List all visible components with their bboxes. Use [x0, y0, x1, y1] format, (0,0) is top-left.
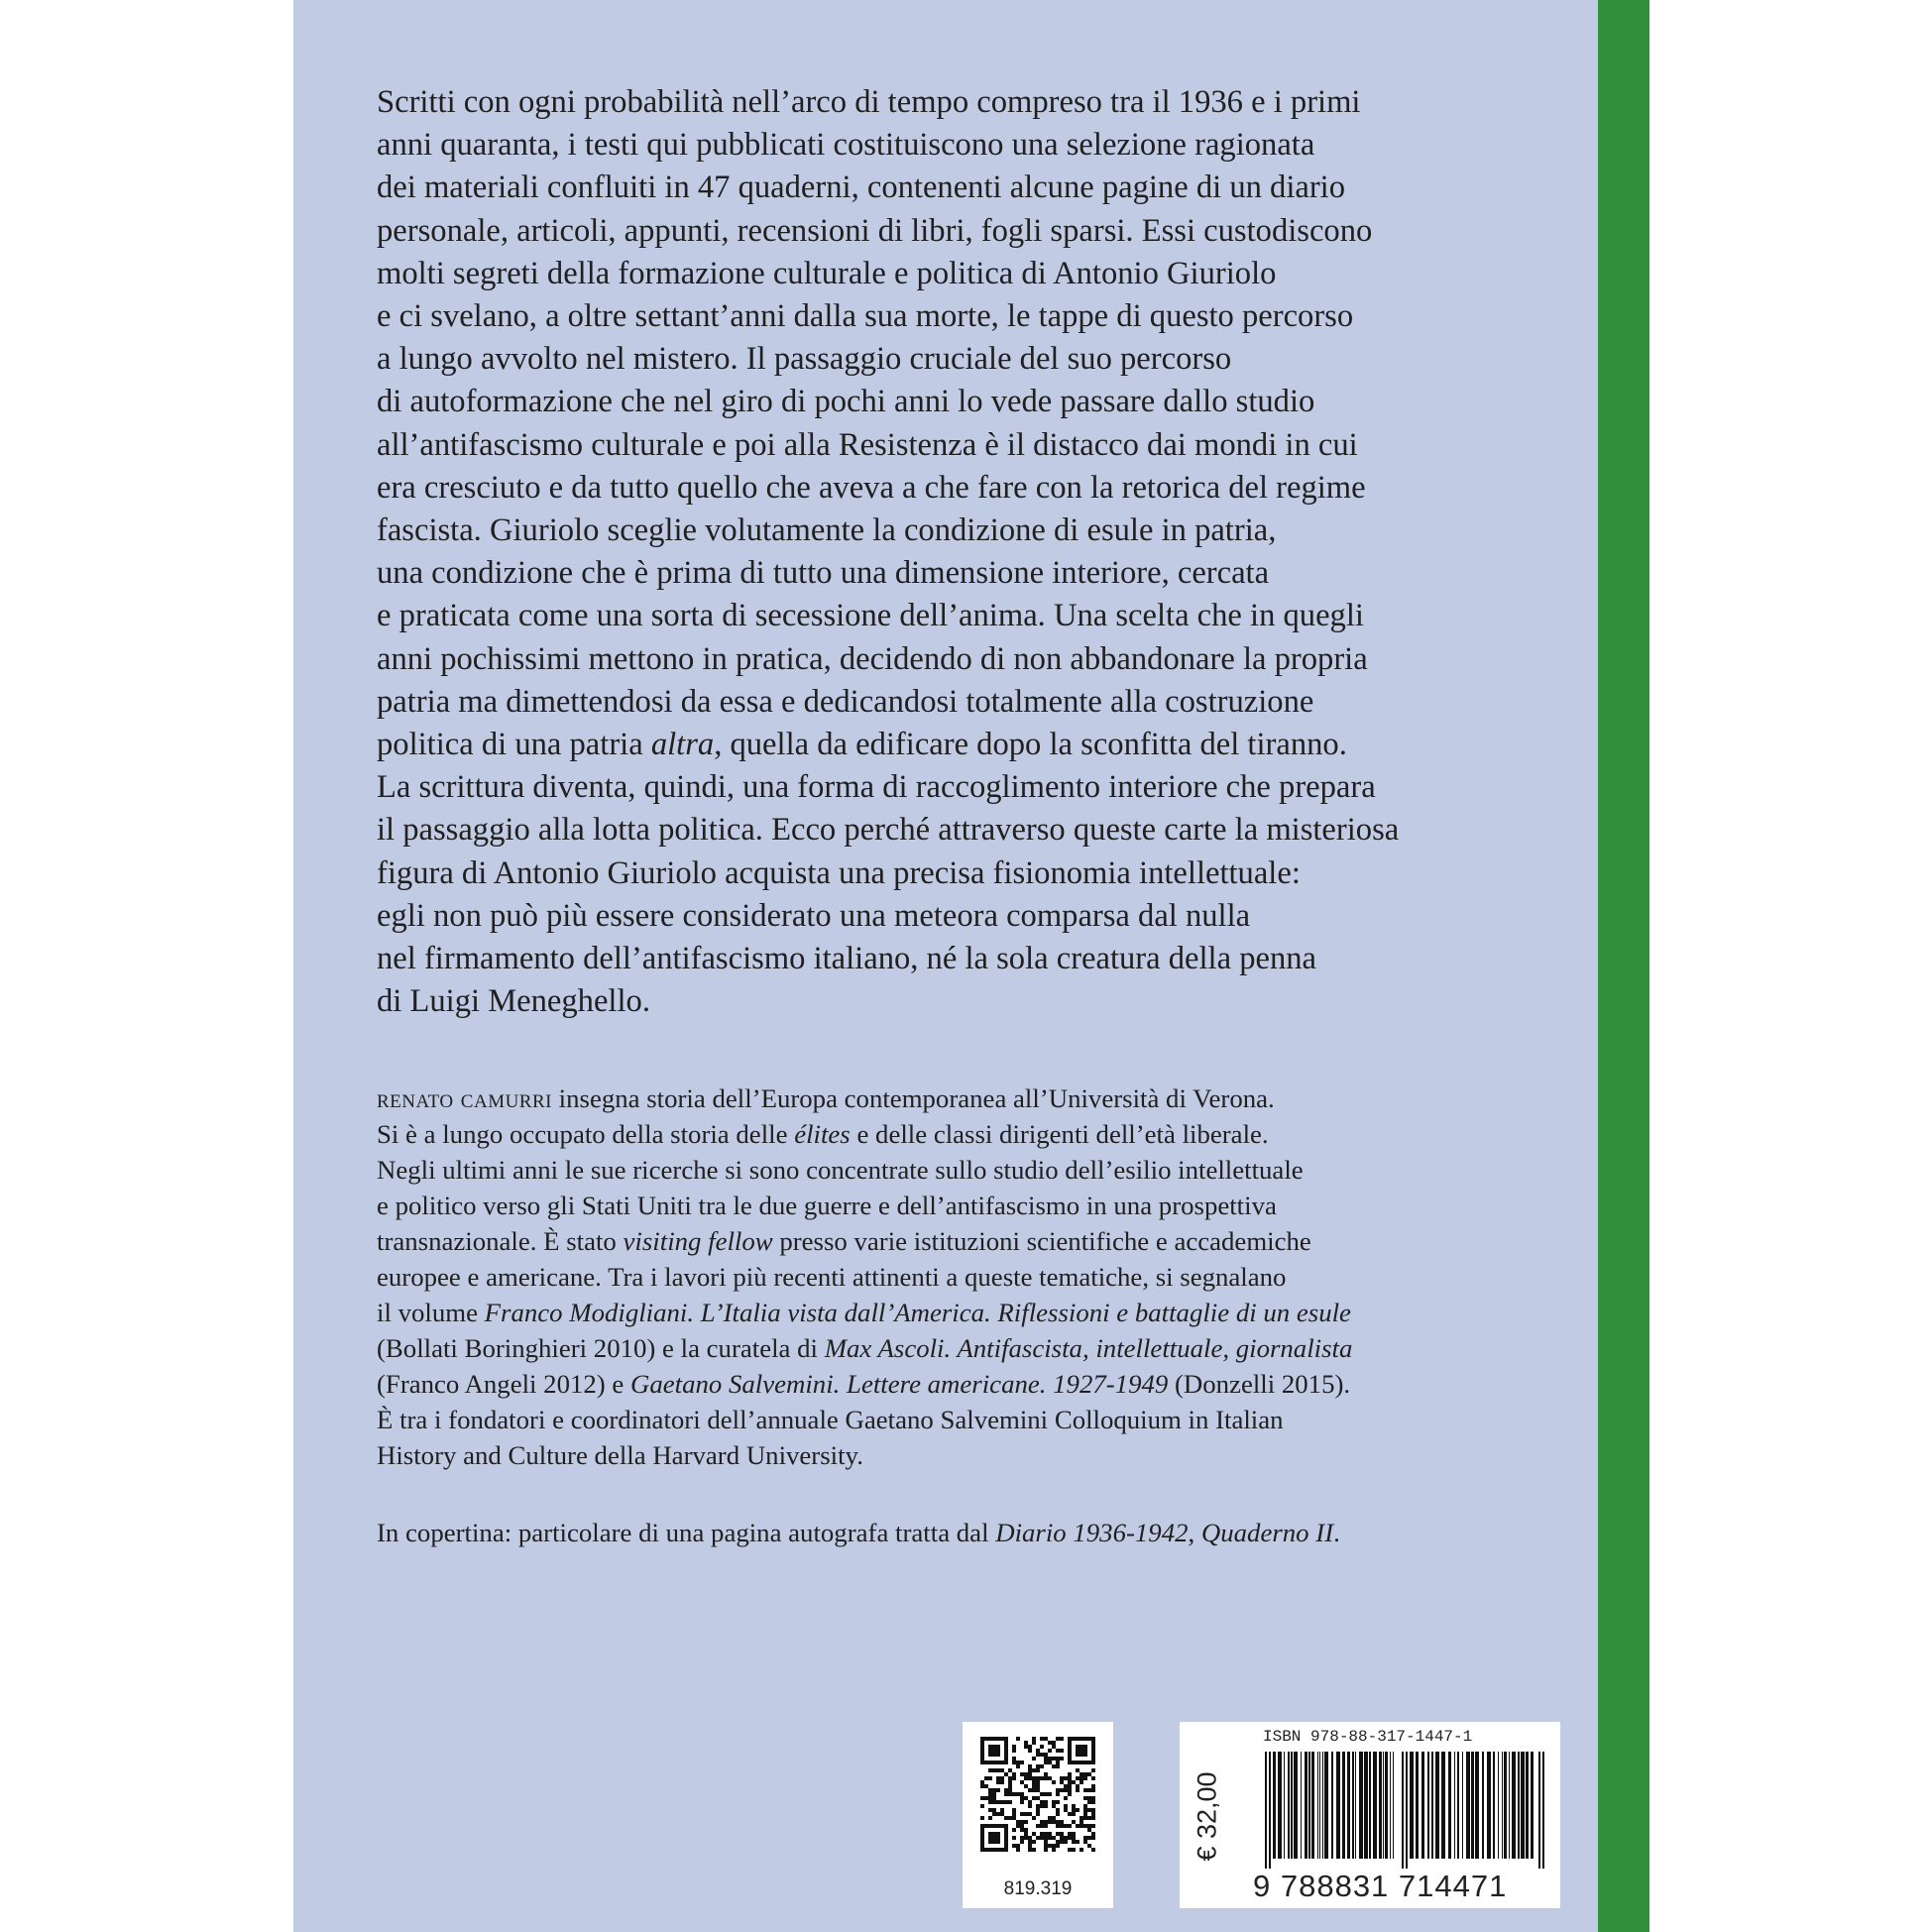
bio-text: È tra i fondatori e coordinatori dell’annuale Gaetano Salvemini Colloquium in Italian [377, 1405, 1284, 1434]
summary-line [377, 638, 1566, 681]
credit-text: Diario 1936-1942 [995, 1518, 1189, 1547]
author-bio [377, 1080, 1566, 1473]
summary-text: fascista. Giuriolo sceglie volutamente la condizione di esule in patria, [377, 512, 1277, 549]
summary-text: Scritti con ogni probabilità nell’arco di tempo compreso tra il 1936 e i primi [377, 84, 1361, 120]
bio-italic-text: Max Ascoli. Antifascista, intellettuale, giornalista [824, 1333, 1353, 1363]
bio-text: e politico verso gli Stati Uniti tra le due guerre e dell’antifascismo in una prospettiva [377, 1191, 1277, 1220]
summary-line [377, 424, 1566, 467]
credit-text: . [1333, 1518, 1340, 1547]
price: € 32,00 [1192, 1771, 1222, 1862]
summary-line [377, 338, 1566, 381]
bio-italic-text: visiting fellow [623, 1226, 773, 1256]
bio-text: transnazionale. È stato [377, 1226, 624, 1256]
summary-line [377, 467, 1566, 510]
bio-text: (Bollati Boringhieri 2010) e la curatela di [377, 1333, 825, 1363]
bio-text: Negli ultimi anni le sue ricerche si sono concentrate sullo studio dell’esilio intellettuale [377, 1155, 1304, 1185]
qr-code-icon [980, 1737, 1095, 1852]
bio-text: (Donzelli 2015). [1168, 1369, 1351, 1399]
isbn-label: ISBN 978-88-317-1447-1 [1263, 1728, 1473, 1746]
summary-text: a lungo avvolto nel mistero. Il passaggio cruciale del suo percorso [377, 341, 1232, 378]
summary-text [377, 81, 1566, 1023]
bio-line [377, 1366, 1566, 1402]
bio-line [377, 1116, 1566, 1152]
summary-line [377, 895, 1566, 938]
ean-digits: 9 788831 714471 [1253, 1869, 1508, 1903]
summary-text: di Luigi Meneghello. [377, 983, 650, 1020]
summary-line [377, 938, 1566, 980]
summary-line [377, 253, 1566, 295]
summary-text: una condizione che è prima di tutto una dimensione interiore, cercata [377, 555, 1270, 592]
summary-text: all’antifascismo culturale e poi alla Resistenza è il distacco dai mondi in cui [377, 426, 1358, 463]
bio-text: il volume [377, 1298, 485, 1327]
catalog-number: 819.319 [1003, 1878, 1073, 1899]
summary-text: patria ma dimettendosi da essa e dedicandosi totalmente alla costruzione [377, 683, 1314, 720]
author-name: renato camurri [377, 1083, 552, 1113]
bio-italic-text: Gaetano Salvemini. Lettere americane. 1927-1949 [630, 1369, 1169, 1399]
bio-text: Si è a lungo occupato della storia delle [377, 1119, 795, 1149]
summary-text: e praticata come una sorta di secessione dell’anima. Una scelta che in quegli [377, 598, 1364, 634]
summary-line [377, 724, 1566, 766]
bio-text: insegna storia dell’Europa contemporanea all’Università di Verona. [551, 1083, 1275, 1113]
summary-text: politica di una patria [377, 727, 651, 763]
summary-line [377, 381, 1566, 423]
bio-line [377, 1402, 1566, 1437]
summary-line [377, 510, 1566, 552]
cover-credit [377, 1515, 1340, 1550]
credit-text: Quaderno II [1200, 1518, 1334, 1547]
bio-italic-text: Franco Modigliani. L’Italia vista dall’America. Riflessioni e battaglie di un esule [484, 1298, 1351, 1327]
bio-text: (Franco Angeli 2012) e [377, 1369, 630, 1399]
bio-line [377, 1152, 1566, 1188]
summary-line [377, 81, 1566, 124]
bio-line [377, 1330, 1566, 1366]
summary-text: di autoformazione che nel giro di pochi anni lo vede passare dallo studio [377, 384, 1315, 420]
spine-strip [1598, 0, 1649, 1932]
summary-line [377, 210, 1566, 253]
summary-line [377, 766, 1566, 809]
summary-text: anni quaranta, i testi qui pubblicati costituiscono una selezione ragionata [377, 127, 1315, 164]
summary-line [377, 852, 1566, 895]
barcode-icon [1263, 1752, 1550, 1869]
bio-line [377, 1223, 1566, 1259]
summary-line [377, 167, 1566, 209]
summary-italic-text: altra [650, 727, 715, 763]
summary-line [377, 295, 1566, 338]
summary-text: molti segreti della formazione culturale e politica di Antonio Giuriolo [377, 255, 1277, 291]
credit-text: In copertina: particolare di una pagina autografa tratta dal [377, 1518, 996, 1547]
summary-text: il passaggio alla lotta politica. Ecco perché attraverso queste carte la misteriosa [377, 812, 1400, 849]
summary-text: e ci svelano, a oltre settant’anni dalla sua morte, le tappe di questo percorso [377, 298, 1354, 335]
summary-text: La scrittura diventa, quindi, una forma di raccoglimento interiore che prepara [377, 769, 1376, 806]
bio-text: e delle classi dirigenti dell’età liberale. [850, 1119, 1269, 1149]
credit-text: , [1188, 1518, 1201, 1547]
summary-text: dei materiali confluiti in 47 quaderni, contenenti alcune pagine di un diario [377, 170, 1346, 206]
summary-text: anni pochissimi mettono in pratica, decidendo di non abbandonare la propria [377, 640, 1368, 677]
summary-text: era cresciuto e da tutto quello che aveva a che fare con la retorica del regime [377, 469, 1366, 506]
bio-italic-text: élites [794, 1119, 851, 1149]
bio-line [377, 1437, 1566, 1473]
bio-text: History and Culture della Harvard University. [377, 1440, 863, 1470]
qr-code-panel [963, 1722, 1113, 1908]
summary-text: nel firmamento dell’antifascismo italiano, né la sola creatura della penna [377, 941, 1316, 977]
summary-text: , quella da edificare dopo la sconfitta del tiranno. [714, 727, 1347, 763]
summary-line [377, 809, 1566, 852]
bio-line [377, 1188, 1566, 1223]
summary-line [377, 681, 1566, 724]
summary-line [377, 595, 1566, 637]
bio-text: presso varie istituzioni scientifiche e accademiche [772, 1226, 1311, 1256]
bio-line [377, 1080, 1566, 1116]
summary-line [377, 124, 1566, 167]
bio-line [377, 1295, 1566, 1330]
summary-line [377, 552, 1566, 595]
summary-line [377, 980, 1566, 1023]
bio-text: europee e americane. Tra i lavori più recenti attinenti a queste tematiche, si segnalano [377, 1262, 1287, 1292]
summary-text: figura di Antonio Giuriolo acquista una precisa fisionomia intellettuale: [377, 854, 1301, 891]
barcode-panel [1180, 1722, 1560, 1908]
summary-text: personale, articoli, appunti, recensioni di libri, fogli sparsi. Essi custodiscono [377, 212, 1373, 249]
summary-text: egli non può più essere considerato una meteora comparsa dal nulla [377, 897, 1251, 934]
bio-line [377, 1259, 1566, 1295]
